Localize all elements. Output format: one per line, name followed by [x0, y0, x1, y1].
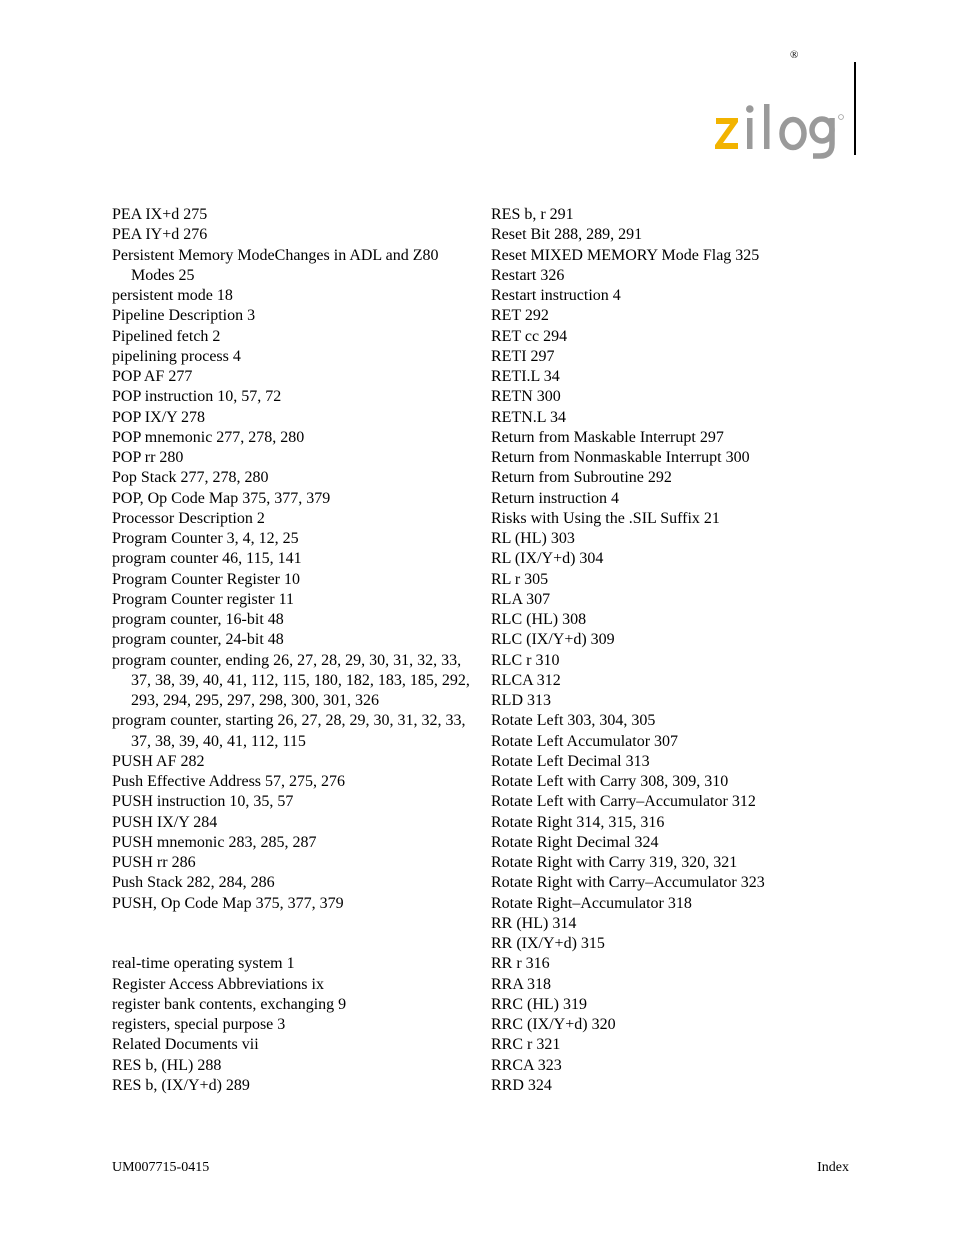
index-entry: Risks with Using the .SIL Suffix 21 [491, 509, 720, 527]
index-entry: pipelining process 4 [112, 347, 241, 365]
index-entry: persistent mode 18 [112, 287, 233, 304]
index-entry: PUSH IX/Y 284 [112, 813, 218, 831]
index-entry: PUSH rr 286 [112, 854, 196, 871]
index-entry: POP mnemonic 277, 278, 280 [112, 428, 305, 446]
index-entry: Return from Nonmaskable Interrupt 300 [491, 449, 750, 466]
index-entry: RETN 300 [491, 388, 561, 406]
index-entry: RETI 297 [491, 347, 555, 365]
index-entry: Return from Subroutine 292 [491, 469, 672, 487]
index-entry: RLA 307 [491, 590, 551, 608]
index-entry: program counter, 16-bit 48 [112, 611, 284, 628]
index-entry: RES b, (IX/Y+d) 289 [112, 1076, 250, 1094]
index-entry: Reset Bit 288, 289, 291 [491, 226, 643, 244]
index-entry: Rotate Right with Carry–Accumulator 323 [491, 874, 765, 892]
index-entry: Pipelined fetch 2 [112, 327, 221, 345]
index-entry: Persistent Memory ModeChanges in ADL and Z80 Modes 25 [112, 246, 439, 284]
index-entry: POP IX/Y 278 [112, 408, 206, 426]
index-entry: Pipeline Description 3 [112, 307, 256, 325]
index-entry: Rotate Left 303, 304, 305 [491, 712, 656, 730]
index-entry: Rotate Right Decimal 324 [491, 833, 659, 851]
index-entry: Rotate Left with Carry 308, 309, 310 [491, 773, 729, 790]
index-entry: RRCA 323 [491, 1056, 562, 1074]
index-entry: PUSH AF 282 [112, 752, 205, 770]
zilog-logo-graphic [712, 100, 846, 160]
index-entry: RRD 324 [491, 1076, 552, 1094]
index-entry: RL (HL) 303 [491, 530, 575, 547]
index-entry: Rotate Right 314, 315, 316 [491, 813, 665, 831]
index-entry: Rotate Left Accumulator 307 [491, 732, 679, 750]
index-entry: Restart 326 [491, 266, 565, 284]
index-entry: PUSH, Op Code Map 375, 377, 379 [112, 894, 344, 912]
index-right-column [491, 205, 831, 1096]
index-entry: RL (IX/Y+d) 304 [491, 550, 604, 568]
index-entry: RRC r 321 [491, 1036, 561, 1054]
index-entry: Rotate Left Decimal 313 [491, 752, 650, 770]
index-entry: register bank contents, exchanging 9 [112, 995, 347, 1013]
index-entry: Pop Stack 277, 278, 280 [112, 469, 269, 487]
index-entry: RLCA 312 [491, 671, 561, 689]
index-entry: PUSH mnemonic 283, 285, 287 [112, 833, 317, 851]
index-entry: RLC (HL) 308 [491, 611, 587, 628]
index-entry: POP rr 280 [112, 449, 184, 466]
index-entry: RLC r 310 [491, 651, 560, 669]
index-entry: RET 292 [491, 307, 549, 325]
index-entry: RRC (IX/Y+d) 320 [491, 1016, 616, 1033]
zilog-logo [712, 100, 846, 160]
index-entry: POP, Op Code Map 375, 377, 379 [112, 489, 331, 507]
header-divider [854, 62, 856, 155]
index-entry: RLC (IX/Y+d) 309 [491, 631, 615, 649]
index-entry: PUSH instruction 10, 35, 57 [112, 793, 294, 811]
index-entry: Program Counter 3, 4, 12, 25 [112, 530, 299, 547]
index-entry: RES b, (HL) 288 [112, 1056, 222, 1074]
index-entry: Program Counter Register 10 [112, 570, 300, 588]
index-entry: RRC (HL) 319 [491, 995, 587, 1013]
index-entry: Reset MIXED MEMORY Mode Flag 325 [491, 246, 760, 264]
index-entry: Rotate Right with Carry 319, 320, 321 [491, 854, 738, 871]
index-entry: program counter, ending 26, 27, 28, 29, 30, 31, 32, 33, 37, 38, 39, 40, 41, 112, 115, 180, 182, 183, 185, 292, 293, 294, 295, 297, 298, 300, 301, 326 [112, 651, 470, 709]
index-entry: Return instruction 4 [491, 489, 619, 507]
index-entry: Restart instruction 4 [491, 287, 621, 304]
index-entry: RETI.L 34 [491, 368, 560, 385]
index-entry: POP instruction 10, 57, 72 [112, 388, 282, 406]
index-entry: PEA IX+d 275 [112, 206, 208, 223]
index-entry: Related Documents vii [112, 1036, 259, 1054]
index-entry: Push Effective Address 57, 275, 276 [112, 773, 346, 790]
index-left-column [112, 205, 470, 1096]
index-entry: RLD 313 [491, 692, 551, 709]
index-entry: RET cc 294 [491, 327, 568, 345]
index-entry: POP AF 277 [112, 368, 193, 385]
index-entry: program counter, 24-bit 48 [112, 631, 284, 649]
index-entry: RR (HL) 314 [491, 914, 577, 932]
registered-mark: ® [790, 49, 799, 61]
index-entry: program counter 46, 115, 141 [112, 550, 302, 568]
document-number: UM007715-0415 [112, 1160, 210, 1175]
index-entry: RL r 305 [491, 570, 549, 588]
index-entry: Program Counter register 11 [112, 590, 295, 608]
index-entry: Return from Maskable Interrupt 297 [491, 428, 724, 446]
index-entry: RRA 318 [491, 975, 552, 993]
index-entry: Rotate Right–Accumulator 318 [491, 894, 692, 912]
index-entry: real-time operating system 1 [112, 955, 295, 973]
index-entry: RR (IX/Y+d) 315 [491, 935, 605, 952]
index-section-gap [112, 914, 470, 955]
index-entry: Rotate Left with Carry–Accumulator 312 [491, 793, 756, 811]
index-entry: registers, special purpose 3 [112, 1016, 286, 1033]
index-entry: PEA IY+d 276 [112, 226, 208, 244]
index-entry: RES b, r 291 [491, 206, 574, 223]
index-entry: program counter, starting 26, 27, 28, 29, 30, 31, 32, 33, 37, 38, 39, 40, 41, 112, 115 [112, 712, 466, 750]
index-entry: RETN.L 34 [491, 408, 566, 426]
section-label: Index [817, 1160, 849, 1175]
index-entry: Processor Description 2 [112, 509, 265, 527]
index-entry: Register Access Abbreviations ix [112, 975, 324, 993]
index-entry: Push Stack 282, 284, 286 [112, 874, 275, 892]
index-entry: RR r 316 [491, 955, 550, 973]
